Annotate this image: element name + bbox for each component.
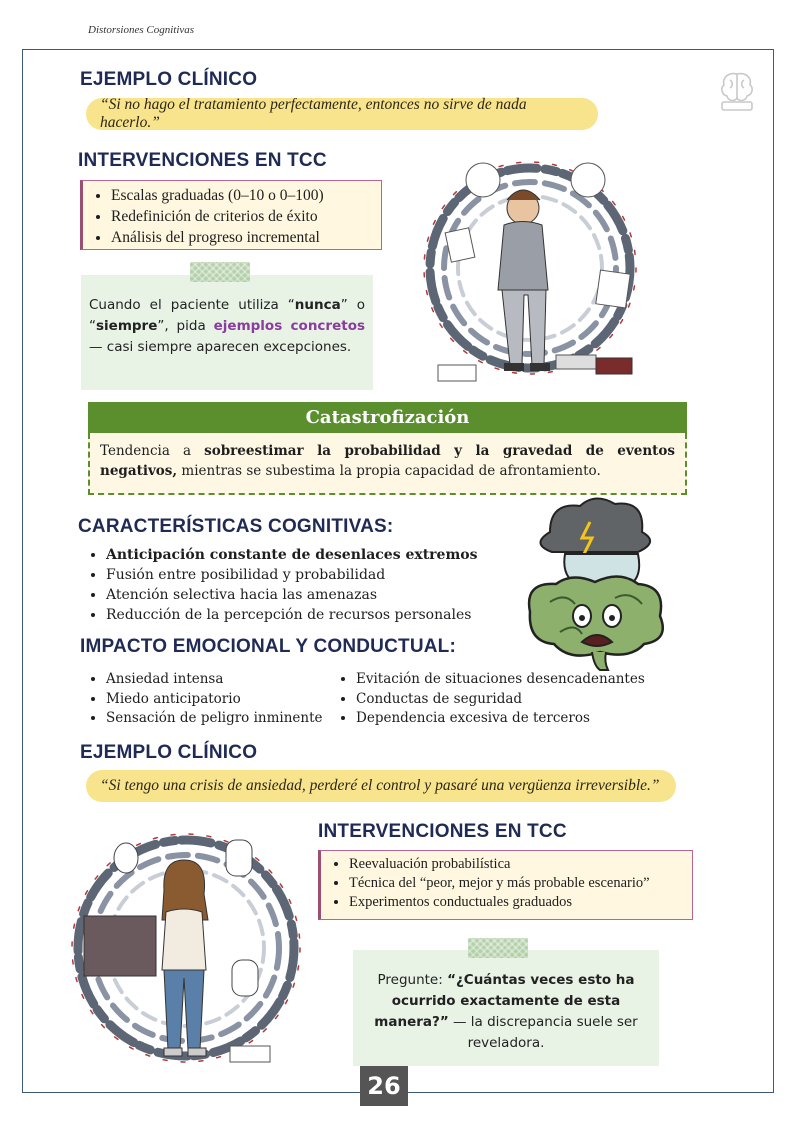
- example-quote-1: “Si no hago el tratamiento perfectamente, entonces no sirve de nada hacerlo.”: [86, 98, 598, 130]
- tip-text: — casi siempre aparecen excepciones.: [89, 339, 352, 355]
- brain-logo-icon: [716, 68, 758, 112]
- tip-note-1: [81, 275, 373, 390]
- tip-text: Cuando el paciente utiliza “: [89, 297, 295, 313]
- tip-text: Pregunte:: [377, 972, 448, 988]
- tip-text: ” o “: [89, 297, 366, 334]
- running-title: Distorsiones Cognitivas: [88, 24, 195, 36]
- intervention-item: • Redefinición de criterios de éxito: [111, 206, 371, 227]
- section-title: Catastrofización: [88, 402, 687, 433]
- tip-note-2: [353, 950, 659, 1066]
- tip-text: — la discrepancia suele ser reveladora.: [448, 1014, 638, 1051]
- impact-item: • Dependencia excesiva de terceros: [356, 709, 696, 729]
- cognitive-item: [106, 545, 526, 565]
- intervention-item: • Escalas graduadas (0–10 o 0–100): [111, 185, 371, 206]
- impact-item: • Ansiedad intensa: [106, 670, 356, 690]
- intervention-item: • Experimentos conductuales graduados: [349, 893, 682, 912]
- interventions-heading-1: INTERVENCIONES EN TCC: [78, 150, 327, 171]
- anxious-woman-illustration: [66, 820, 306, 1080]
- intervention-item: • Análisis del progreso incremental: [111, 227, 371, 248]
- intervention-item: • Reevaluación probabilística: [349, 855, 682, 874]
- definition-text: Tendencia a: [100, 443, 205, 459]
- impact-item: • Miedo anticipatorio: [106, 690, 356, 710]
- page-number: 26: [360, 1066, 408, 1106]
- tip-text: ”, pida: [157, 318, 214, 334]
- tip-keyword-nunca: nunca: [294, 297, 341, 313]
- tip-keyword-siempre: siempre: [96, 318, 158, 334]
- cognitive-item: • Fusión entre posibilidad y probabilidad: [106, 565, 526, 585]
- example-heading-1: EJEMPLO CLÍNICO: [80, 69, 258, 90]
- impact-list-left: [88, 670, 356, 729]
- tip-highlight: ejemplos concretos: [213, 318, 366, 334]
- definition-text: mientras se subestima la propia capacidad de afrontamiento.: [177, 463, 601, 479]
- impact-item: • Evitación de situaciones desencadenantes: [356, 670, 696, 690]
- stressed-man-illustration: [418, 150, 648, 390]
- tape-decoration: [468, 938, 528, 958]
- interventions-box-1: [80, 180, 382, 250]
- tip-question: “¿Cuántas veces esto ha ocurrido exactamente de esta manera?”: [374, 972, 635, 1030]
- example-quote-2: “Si tengo una crisis de ansiedad, perderé el control y pasaré una vergüenza irreversible.”: [86, 770, 676, 802]
- cognitive-item-text: Anticipación constante de desenlaces extremos: [106, 547, 478, 563]
- tape-decoration: [190, 262, 250, 282]
- anxious-brain-illustration: [520, 492, 670, 672]
- example-heading-2: EJEMPLO CLÍNICO: [80, 742, 258, 763]
- impact-list-right: [338, 670, 696, 729]
- intervention-item: • Técnica del “peor, mejor y más probable escenario”: [349, 874, 682, 893]
- definition-box: [88, 433, 687, 495]
- impact-heading: IMPACTO EMOCIONAL Y CONDUCTUAL:: [80, 636, 457, 657]
- interventions-box-2: [318, 850, 693, 920]
- cognitive-list: [88, 545, 526, 625]
- cognitive-item: • Reducción de la percepción de recursos personales: [106, 605, 526, 625]
- cognitive-item: • Atención selectiva hacia las amenazas: [106, 585, 526, 605]
- interventions-heading-2: INTERVENCIONES EN TCC: [318, 821, 567, 842]
- cognitive-heading: CARACTERÍSTICAS COGNITIVAS:: [78, 516, 394, 537]
- definition-bold: sobreestimar la probabilidad y la gravedad de eventos negativos,: [100, 443, 675, 479]
- impact-item: • Conductas de seguridad: [356, 690, 696, 710]
- impact-item: • Sensación de peligro inminente: [106, 709, 356, 729]
